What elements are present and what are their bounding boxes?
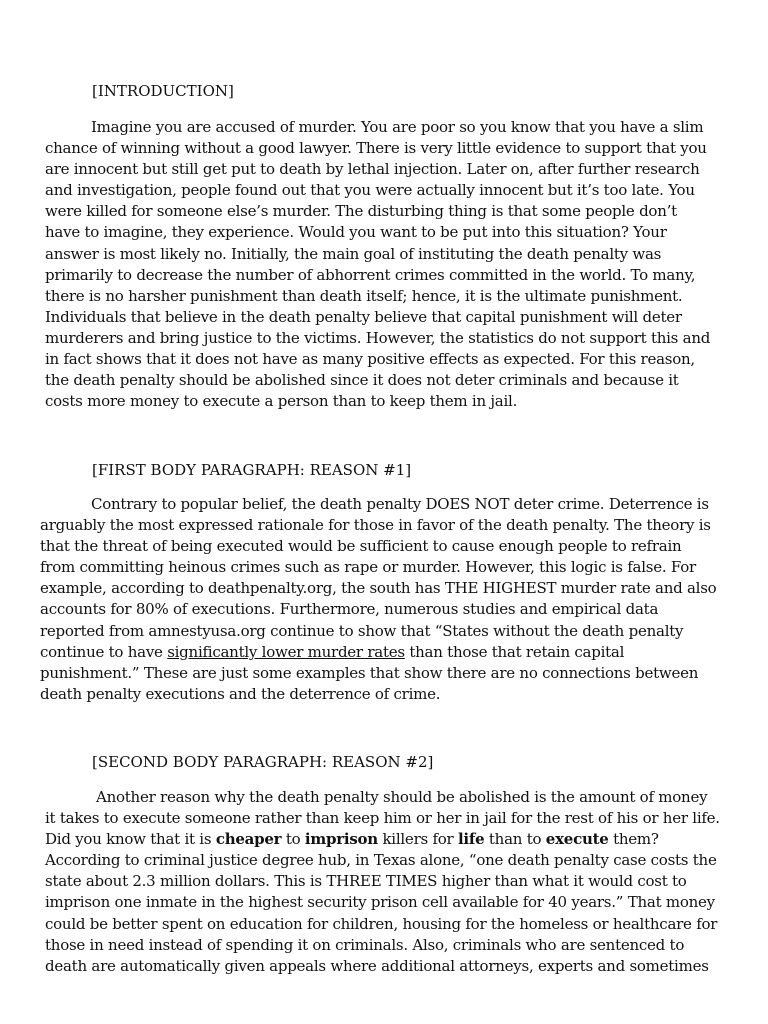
- body2-line-1: Another reason why the death penalty should be abolished is the amount of money: [96, 788, 708, 806]
- text-run: to: [281, 830, 305, 849]
- intro-heading: [INTRODUCTION]: [92, 82, 234, 100]
- intro-line-8: primarily to decrease the number of abhorrent crimes committed in the world. To many,: [45, 265, 696, 284]
- bold-word-life: life: [457, 830, 485, 849]
- body2-paragraph: [45, 787, 720, 977]
- text-run: Did you know that it is: [45, 830, 216, 849]
- body1-heading: [FIRST BODY PARAGRAPH: REASON #1]: [92, 461, 412, 479]
- body1-line-4: from committing heinous crimes such as rape or murder. However, this logic is false. For: [40, 558, 696, 577]
- body2-line-7: could be better spent on education for children, housing for the homeless or healthcare for: [45, 914, 718, 933]
- intro-line-7: answer is most likely no. Initially, the main goal of instituting the death penalty was: [45, 244, 662, 263]
- intro-line-3: are innocent but still get put to death by lethal injection. Later on, after further research: [45, 160, 700, 179]
- body1-line-8-end: than those that retain capital: [404, 642, 625, 661]
- intro-line-1: Imagine you are accused of murder. You are poor so you know that you have a slim: [91, 118, 704, 136]
- body2-line-3: [45, 829, 720, 850]
- body1-line-7: reported from amnestyusa.org continue to show that “States without the death penalty: [40, 621, 684, 640]
- bold-word-imprison: imprison: [304, 830, 378, 849]
- body1-line-1: Contrary to popular belief, the death penalty DOES NOT deter crime. Deterrence is: [91, 495, 709, 513]
- body1-line-10: death penalty executions and the deterrence of crime.: [40, 684, 441, 703]
- text-run: than to: [484, 830, 546, 849]
- body2-line-2: it takes to execute someone rather than keep him or her in jail for the rest of his or her life.: [45, 809, 720, 828]
- intro-line-4: and investigation, people found out that you were actually innocent but it’s too late. You: [45, 181, 695, 200]
- intro-paragraph: [45, 117, 710, 412]
- body2-line-5: state about 2.3 million dollars. This is THREE TIMES higher than what it would cost to: [45, 872, 687, 891]
- body2-line-6: imprison one inmate in the highest security prison cell available for 40 years.” That money: [45, 893, 715, 912]
- bold-word-execute: execute: [545, 830, 609, 849]
- text-run: killers for: [377, 830, 458, 849]
- intro-line-13: the death penalty should be abolished since it does not deter criminals and because it: [45, 371, 679, 390]
- text-run: them?: [608, 830, 659, 849]
- body1-line-5: example, according to deathpenalty.org, the south has THE HIGHEST murder rate and also: [40, 579, 717, 598]
- body2-line-8: those in need instead of spending it on criminals. Also, criminals who are sentenced to: [45, 935, 685, 954]
- intro-line-9: there is no harsher punishment than death itself; hence, it is the ultimate punishment.: [45, 286, 683, 305]
- intro-line-2: chance of winning without a good lawyer. There is very little evidence to support that you: [45, 139, 707, 158]
- body1-paragraph: [40, 494, 716, 705]
- intro-line-11: murderers and bring justice to the victims. However, the statistics do not support this and: [45, 328, 711, 347]
- body2-line-4: According to criminal justice degree hub, in Texas alone, “one death penalty case costs the: [45, 851, 717, 870]
- intro-line-12: in fact shows that it does not have as many positive effects as expected. For this reason,: [45, 350, 695, 369]
- body1-line-6: accounts for 80% of executions. Furthermore, numerous studies and empirical data: [40, 600, 659, 619]
- body1-line-8: [40, 642, 716, 663]
- body1-line-8-start: continue to have: [40, 642, 168, 661]
- body2-heading: [SECOND BODY PARAGRAPH: REASON #2]: [92, 753, 434, 771]
- body2-line-9: death are automatically given appeals where additional attorneys, experts and sometimes: [45, 956, 709, 975]
- body1-line-3: that the threat of being executed would be sufficient to cause enough people to refrain: [40, 537, 682, 556]
- bold-word-cheaper: cheaper: [215, 830, 282, 849]
- intro-line-6: have to imagine, they experience. Would you want to be put into this situation? Your: [45, 223, 667, 242]
- intro-line-14: costs more money to execute a person than to keep them in jail.: [45, 392, 518, 411]
- body1-line-9: punishment.” These are just some examples that show there are no connections between: [40, 663, 699, 682]
- body1-line-2: arguably the most expressed rationale for those in favor of the death penalty. The theory is: [40, 516, 711, 535]
- intro-line-10: Individuals that believe in the death penalty believe that capital punishment will deter: [45, 307, 682, 326]
- intro-line-5: were killed for someone else’s murder. The disturbing thing is that some people don’t: [45, 202, 677, 221]
- underlined-phrase: significantly lower murder rates: [167, 642, 405, 661]
